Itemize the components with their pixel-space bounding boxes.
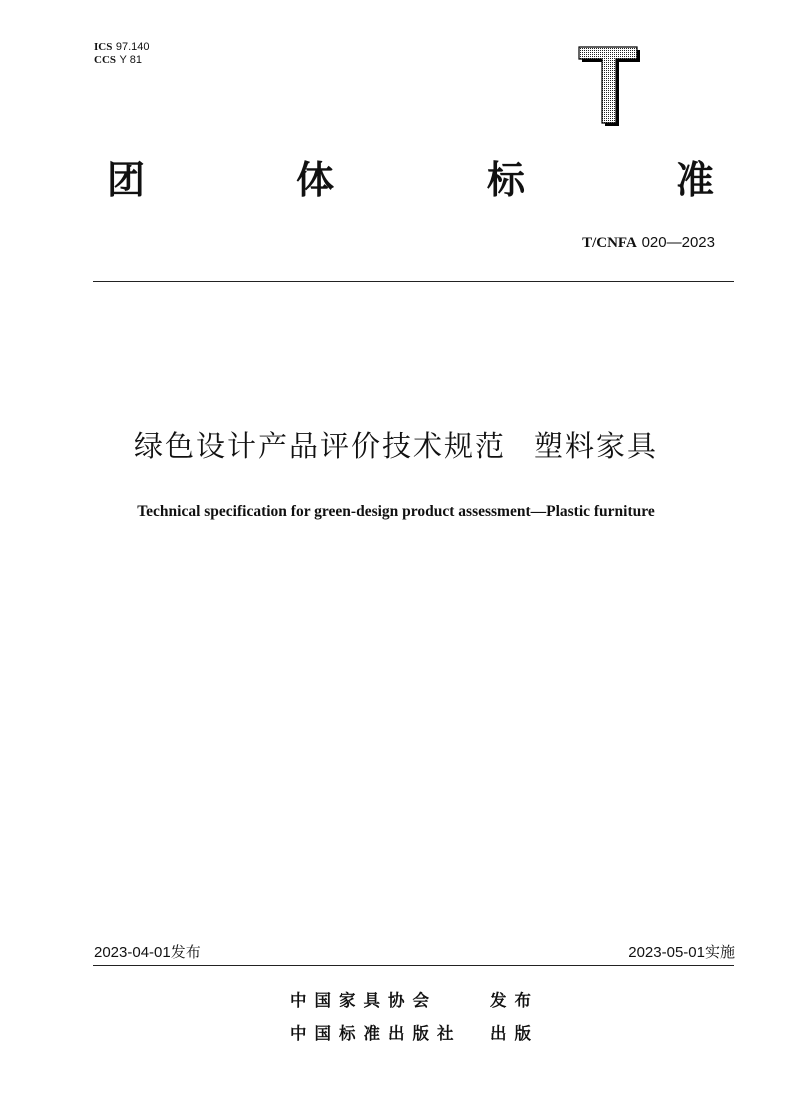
ics-label: ICS	[94, 41, 113, 53]
issuer-name: 中国家具协会	[290, 991, 437, 1010]
standard-number-value: 020—2023	[641, 234, 715, 251]
ics-code	[94, 40, 150, 54]
printer-role: 出版	[490, 1024, 539, 1043]
implementation-date-label: 实施	[704, 943, 735, 961]
ccs-label: CCS	[94, 54, 117, 66]
standard-type-t-logo-icon	[578, 46, 640, 126]
title-chinese	[0, 426, 792, 466]
title-chinese-sub: 塑料家具	[534, 429, 659, 463]
release-date	[94, 942, 201, 963]
ics-value: 97.140	[115, 41, 150, 53]
title-chinese-main: 绿色设计产品评价技术规范	[133, 429, 506, 463]
standard-number-prefix: T/CNFA	[582, 235, 637, 251]
implementation-date	[628, 942, 735, 963]
printer-row	[290, 1023, 539, 1045]
standard-type-char-4: 准	[676, 158, 715, 202]
release-date-label: 发布	[170, 943, 201, 961]
ccs-value: Y 81	[119, 54, 142, 66]
header-divider	[93, 281, 734, 282]
release-date-value: 2023-04-01	[94, 944, 171, 961]
printer-name: 中国标准出版社	[290, 1024, 462, 1043]
standard-type-char-2: 体	[296, 158, 335, 202]
title-english: Technical specification for green-design product assessment—Plastic furniture	[137, 503, 655, 520]
issuer-row	[290, 990, 539, 1012]
implementation-date-value: 2023-05-01	[628, 944, 705, 961]
standard-type-char-3: 标	[487, 158, 526, 202]
standard-type-char-1: 团	[107, 158, 146, 202]
issuer-role: 发布	[490, 991, 539, 1010]
ccs-code	[94, 53, 142, 67]
standard-number	[582, 233, 715, 252]
footer-divider	[93, 965, 734, 966]
